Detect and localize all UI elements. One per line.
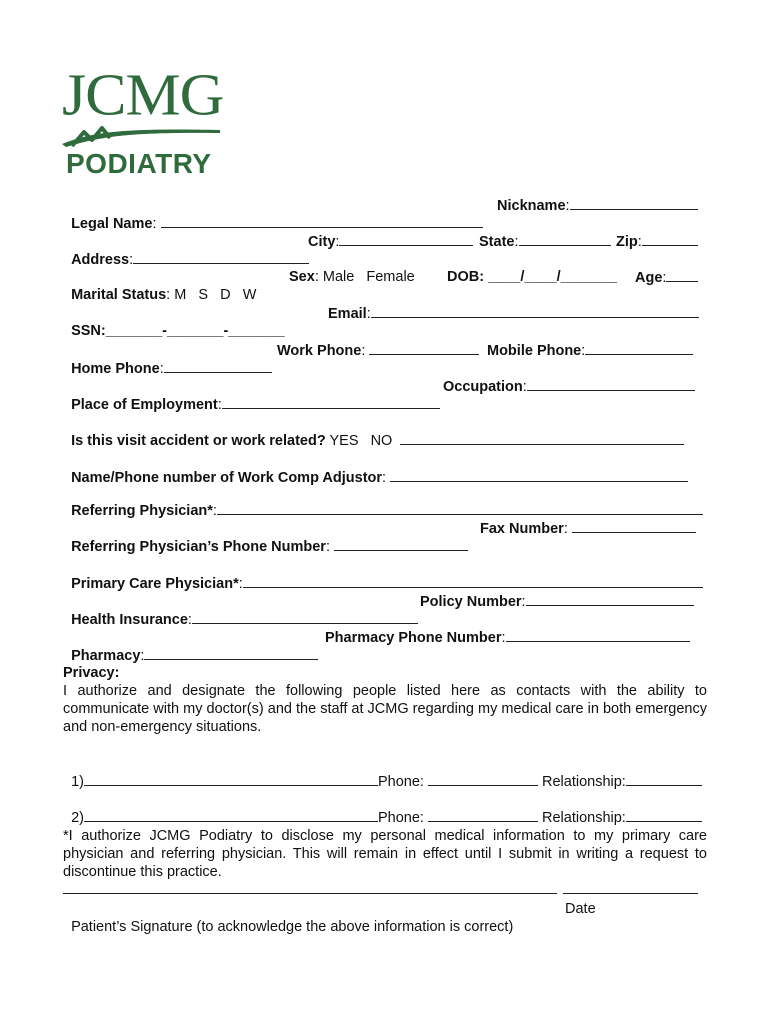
home-phone-field[interactable] xyxy=(164,359,272,373)
contact-name-field[interactable] xyxy=(84,772,378,786)
contact-row-1 xyxy=(63,754,706,791)
work-comp-adjustor-field[interactable] xyxy=(390,468,688,482)
legal-name-row: Legal Name: Nickname: xyxy=(63,196,706,251)
nickname-field[interactable] xyxy=(570,196,698,210)
employment-row: Place of Employment: Occupation: xyxy=(63,377,706,432)
contact-relationship-label: Relationship: xyxy=(542,774,626,790)
signature-row xyxy=(63,900,706,954)
referring-phone-row: Referring Physician’s Phone Number: Fax Number: xyxy=(63,519,706,574)
contact-relationship-field[interactable] xyxy=(626,808,702,822)
state-label: State xyxy=(479,234,515,250)
fax-number-label: Fax Number xyxy=(480,521,564,537)
work-phone-label: Work Phone xyxy=(277,343,362,359)
primary-care-physician-label: Primary Care Physician* xyxy=(71,576,239,592)
signature-field[interactable] xyxy=(63,893,557,894)
accident-details-field[interactable] xyxy=(400,431,684,445)
ssn-label: SSN xyxy=(71,323,101,339)
jcmg-podiatry-logo xyxy=(62,63,228,179)
signature-label: Patient’s Signature (to acknowledge the above information is correct) xyxy=(71,919,514,935)
contact-number: 1) xyxy=(71,774,84,790)
legal-name-label: Legal Name xyxy=(71,216,153,232)
privacy-text: I authorize and designate the following people listed here as contacts with the ability to communicate with my doctor(s) and the staff at JCMG regarding my medical care in both emergency and non-emergency situations. xyxy=(63,683,707,735)
date-field[interactable] xyxy=(563,893,698,894)
mobile-phone-field[interactable] xyxy=(585,341,693,355)
sex-label: Sex xyxy=(289,269,315,285)
nickname-label: Nickname xyxy=(497,198,566,214)
dob-label: DOB xyxy=(447,269,480,285)
place-of-employment-label: Place of Employment xyxy=(71,397,218,413)
pharmacy-phone-field[interactable] xyxy=(506,628,690,642)
contact-number: 2) xyxy=(71,810,84,826)
primary-care-physician-field[interactable] xyxy=(243,574,703,588)
mobile-phone-label: Mobile Phone xyxy=(487,343,582,359)
email-label: Email xyxy=(328,306,367,322)
contact-name-field[interactable] xyxy=(84,808,378,822)
marital-status-options[interactable]: M S D W xyxy=(174,287,257,303)
occupation-field[interactable] xyxy=(527,377,695,391)
contact-row-2 xyxy=(63,790,706,827)
logo-swoosh-icon xyxy=(62,124,222,150)
referring-physician-phone-label: Referring Physician’s Phone Number xyxy=(71,539,326,555)
contact-relationship-label: Relationship: xyxy=(542,810,626,826)
sex-options[interactable]: Male Female xyxy=(322,269,415,285)
primary-care-row: Primary Care Physician*: xyxy=(63,556,706,593)
accident-options[interactable]: YES NO xyxy=(329,433,393,449)
address-field[interactable] xyxy=(133,250,309,264)
accident-question-label: Is this visit accident or work related? xyxy=(71,433,326,449)
work-phone-field[interactable] xyxy=(369,341,479,355)
privacy-heading: Privacy: xyxy=(63,665,120,681)
authorization-text: *I authorize JCMG Podiatry to disclose my personal medical information to my primary care physician and referring physician. This will remain in effect until I submit in writing a request to discontinue this practice. xyxy=(63,828,707,880)
address-row: Address: City: State: Zip: xyxy=(63,232,706,323)
ssn-field[interactable]: _______-_______-_______ xyxy=(105,323,285,339)
accident-row xyxy=(63,413,706,450)
referring-physician-row: Referring Physician*: xyxy=(63,483,706,520)
pharmacy-row: Pharmacy: Pharmacy Phone Number: xyxy=(63,628,706,683)
age-field[interactable] xyxy=(666,268,698,282)
home-phone-label: Home Phone xyxy=(71,361,160,377)
place-of-employment-field[interactable] xyxy=(222,395,440,409)
logo-podiatry-text: PODIATRY xyxy=(66,148,212,179)
policy-number-label: Policy Number xyxy=(420,594,522,610)
fax-number-field[interactable] xyxy=(572,519,696,533)
pharmacy-label: Pharmacy xyxy=(71,648,141,664)
legal-name-field[interactable] xyxy=(161,214,483,228)
contact-phone-field[interactable] xyxy=(428,808,538,822)
city-field[interactable] xyxy=(339,232,473,246)
city-label: City xyxy=(308,234,336,250)
insurance-row: Health Insurance: Policy Number: xyxy=(63,592,706,647)
pharmacy-field[interactable] xyxy=(144,646,318,660)
referring-physician-label: Referring Physician* xyxy=(71,503,213,519)
policy-number-field[interactable] xyxy=(526,592,694,606)
contact-phone-label: Phone: xyxy=(377,810,424,826)
contact-relationship-field[interactable] xyxy=(626,772,702,786)
age-label: Age xyxy=(635,270,663,286)
dob-field[interactable]: ____/____/_______ xyxy=(488,269,618,285)
zip-field[interactable] xyxy=(642,232,698,246)
contact-phone-label: Phone: xyxy=(377,774,424,790)
marital-row: Marital Status: M S D W Sex: Male Female DOB: ____/____/_______ Age: xyxy=(63,268,706,358)
email-field[interactable] xyxy=(371,304,699,318)
occupation-label: Occupation xyxy=(443,379,523,395)
contact-phone-field[interactable] xyxy=(428,772,538,786)
date-label: Date xyxy=(565,901,596,917)
zip-label: Zip xyxy=(616,234,638,250)
work-comp-adjustor-label: Name/Phone number of Work Comp Adjustor xyxy=(71,470,383,486)
address-label: Address xyxy=(71,252,130,268)
work-comp-row: Name/Phone number of Work Comp Adjustor: xyxy=(63,450,706,487)
ssn-row: SSN:_______-_______-_______ Email: xyxy=(63,304,706,358)
health-insurance-label: Health Insurance xyxy=(71,612,188,628)
phones-row: Home Phone: Work Phone: Mobile Phone: xyxy=(63,341,706,414)
state-field[interactable] xyxy=(519,232,611,246)
pharmacy-phone-label: Pharmacy Phone Number xyxy=(325,630,502,646)
marital-status-label: Marital Status xyxy=(71,287,167,303)
referring-physician-field[interactable] xyxy=(217,501,703,515)
health-insurance-field[interactable] xyxy=(192,610,418,624)
referring-physician-phone-field[interactable] xyxy=(334,537,468,551)
logo-jcmg-text: JCMG xyxy=(62,63,224,128)
